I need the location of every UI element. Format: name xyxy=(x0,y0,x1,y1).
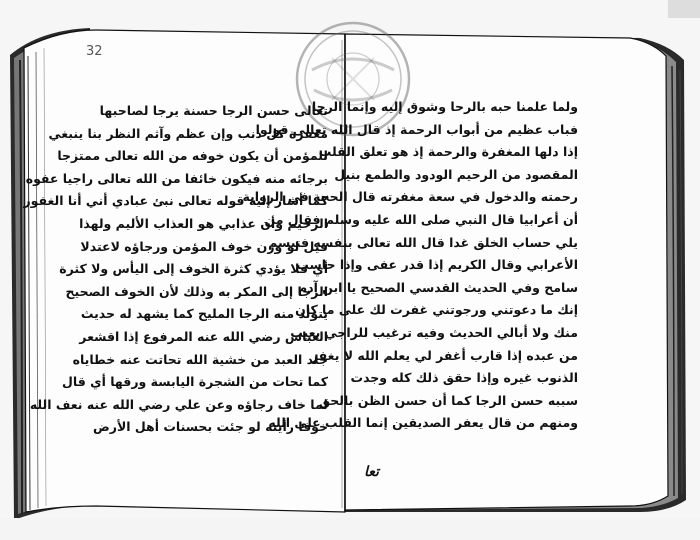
text-line: كما أشار إليه قوله تعالى نبئ عبادي أني أنا الغفور xyxy=(23,193,328,209)
text-line: تعالى حسن الرجا حسنة يرجا لصاحبها xyxy=(99,103,328,118)
text-line: خوفا رأيته لو جئت بحسنات أهل الأرض xyxy=(92,419,328,435)
text-line: جلد العبد من خشية الله تحاتت عنه خطاياه xyxy=(72,351,328,367)
text-line: ولما علمنا حبه بالرحا وشوق إليه وإنما الرجا xyxy=(311,99,578,114)
text-line: المقصود من الرحيم الودود والطمع بنيل xyxy=(334,166,578,182)
text-line: للمؤمن أن يكون خوفه من الله تعالى ممتزجا xyxy=(57,148,328,164)
text-line: الرجا إلى المكر به وذلك لأن الخوف الصحيح xyxy=(65,283,328,299)
catchword: تعا xyxy=(364,464,379,480)
right-page-text xyxy=(242,96,578,435)
text-line: مغفرة كل ذنب وإن عظم وآثم النظر بنا ينبغي xyxy=(48,125,328,141)
text-line: ومنهم من قال يعفر الصديقين إنما القلب على الله xyxy=(268,415,578,431)
text-line: قيل لو وزن خوف المؤمن ورجاؤه لاعتدلا xyxy=(80,238,328,254)
text-line: سببه حسن الرجا كما أن حسن الظن بالحق xyxy=(318,392,578,408)
text-line: الرحيم وأن عذابي هو العذاب الأليم ولهذا xyxy=(79,215,328,231)
text-line: برجائه منه فيكون خائفا من الله تعالى راجيا عفوه xyxy=(25,170,328,186)
text-line: إذا دلها المغفرة والرحمة إذ هو تعلق القلب xyxy=(318,144,578,160)
text-line: العباس رضي الله عنه المرفوع إذا اقشعر xyxy=(79,328,328,344)
text-line: الأعرابي وقال الكريم إذا قدر عفى وإذا حاسب xyxy=(296,257,578,273)
text-line: يتولد منه الرجا المليح كما يشهد له حديث xyxy=(80,306,328,322)
text-line: لما خاف رجاؤه وعن علي رضي الله عنه نعف الله xyxy=(29,396,328,412)
page-number: 32 xyxy=(86,44,103,59)
text-line: إنك ما دعوتني ورجوتني غفرت لك على ما كان xyxy=(295,302,578,318)
text-line: فباب عظيم من أبواب الرحمة إذ قال الله تعالى قولوا xyxy=(255,121,578,137)
text-line: الذنوب غيره وإذا حقق ذلك كله وجدت xyxy=(350,370,578,386)
text-line: أي فلا يؤدي كثرة الخوف إلى اليأس ولا كثرة xyxy=(59,261,328,277)
text-line: من عبده إذا قارب أغفر لي يعلم الله لا يغفر xyxy=(310,347,578,363)
text-line: كما تحات من الشجرة اليابسة ورقها أي قال xyxy=(62,374,328,390)
text-line: سامح وفي الحديث القدسي الصحيح يا ابن آدم xyxy=(298,279,578,295)
text-line: يلي حساب الخلق غدا قال الله تعالى بنفسه فتبسم xyxy=(268,234,578,250)
text-line: منك ولا أبالي الحديث وفيه ترغيب للراجي بعيب xyxy=(290,324,578,340)
text-line: أن أعرابيا قال النبي صلى الله عليه وسلم فقال من xyxy=(264,211,578,227)
text-line: رحمته والدخول في سعة مغفرته قال الحجة في الرواية xyxy=(242,189,578,205)
